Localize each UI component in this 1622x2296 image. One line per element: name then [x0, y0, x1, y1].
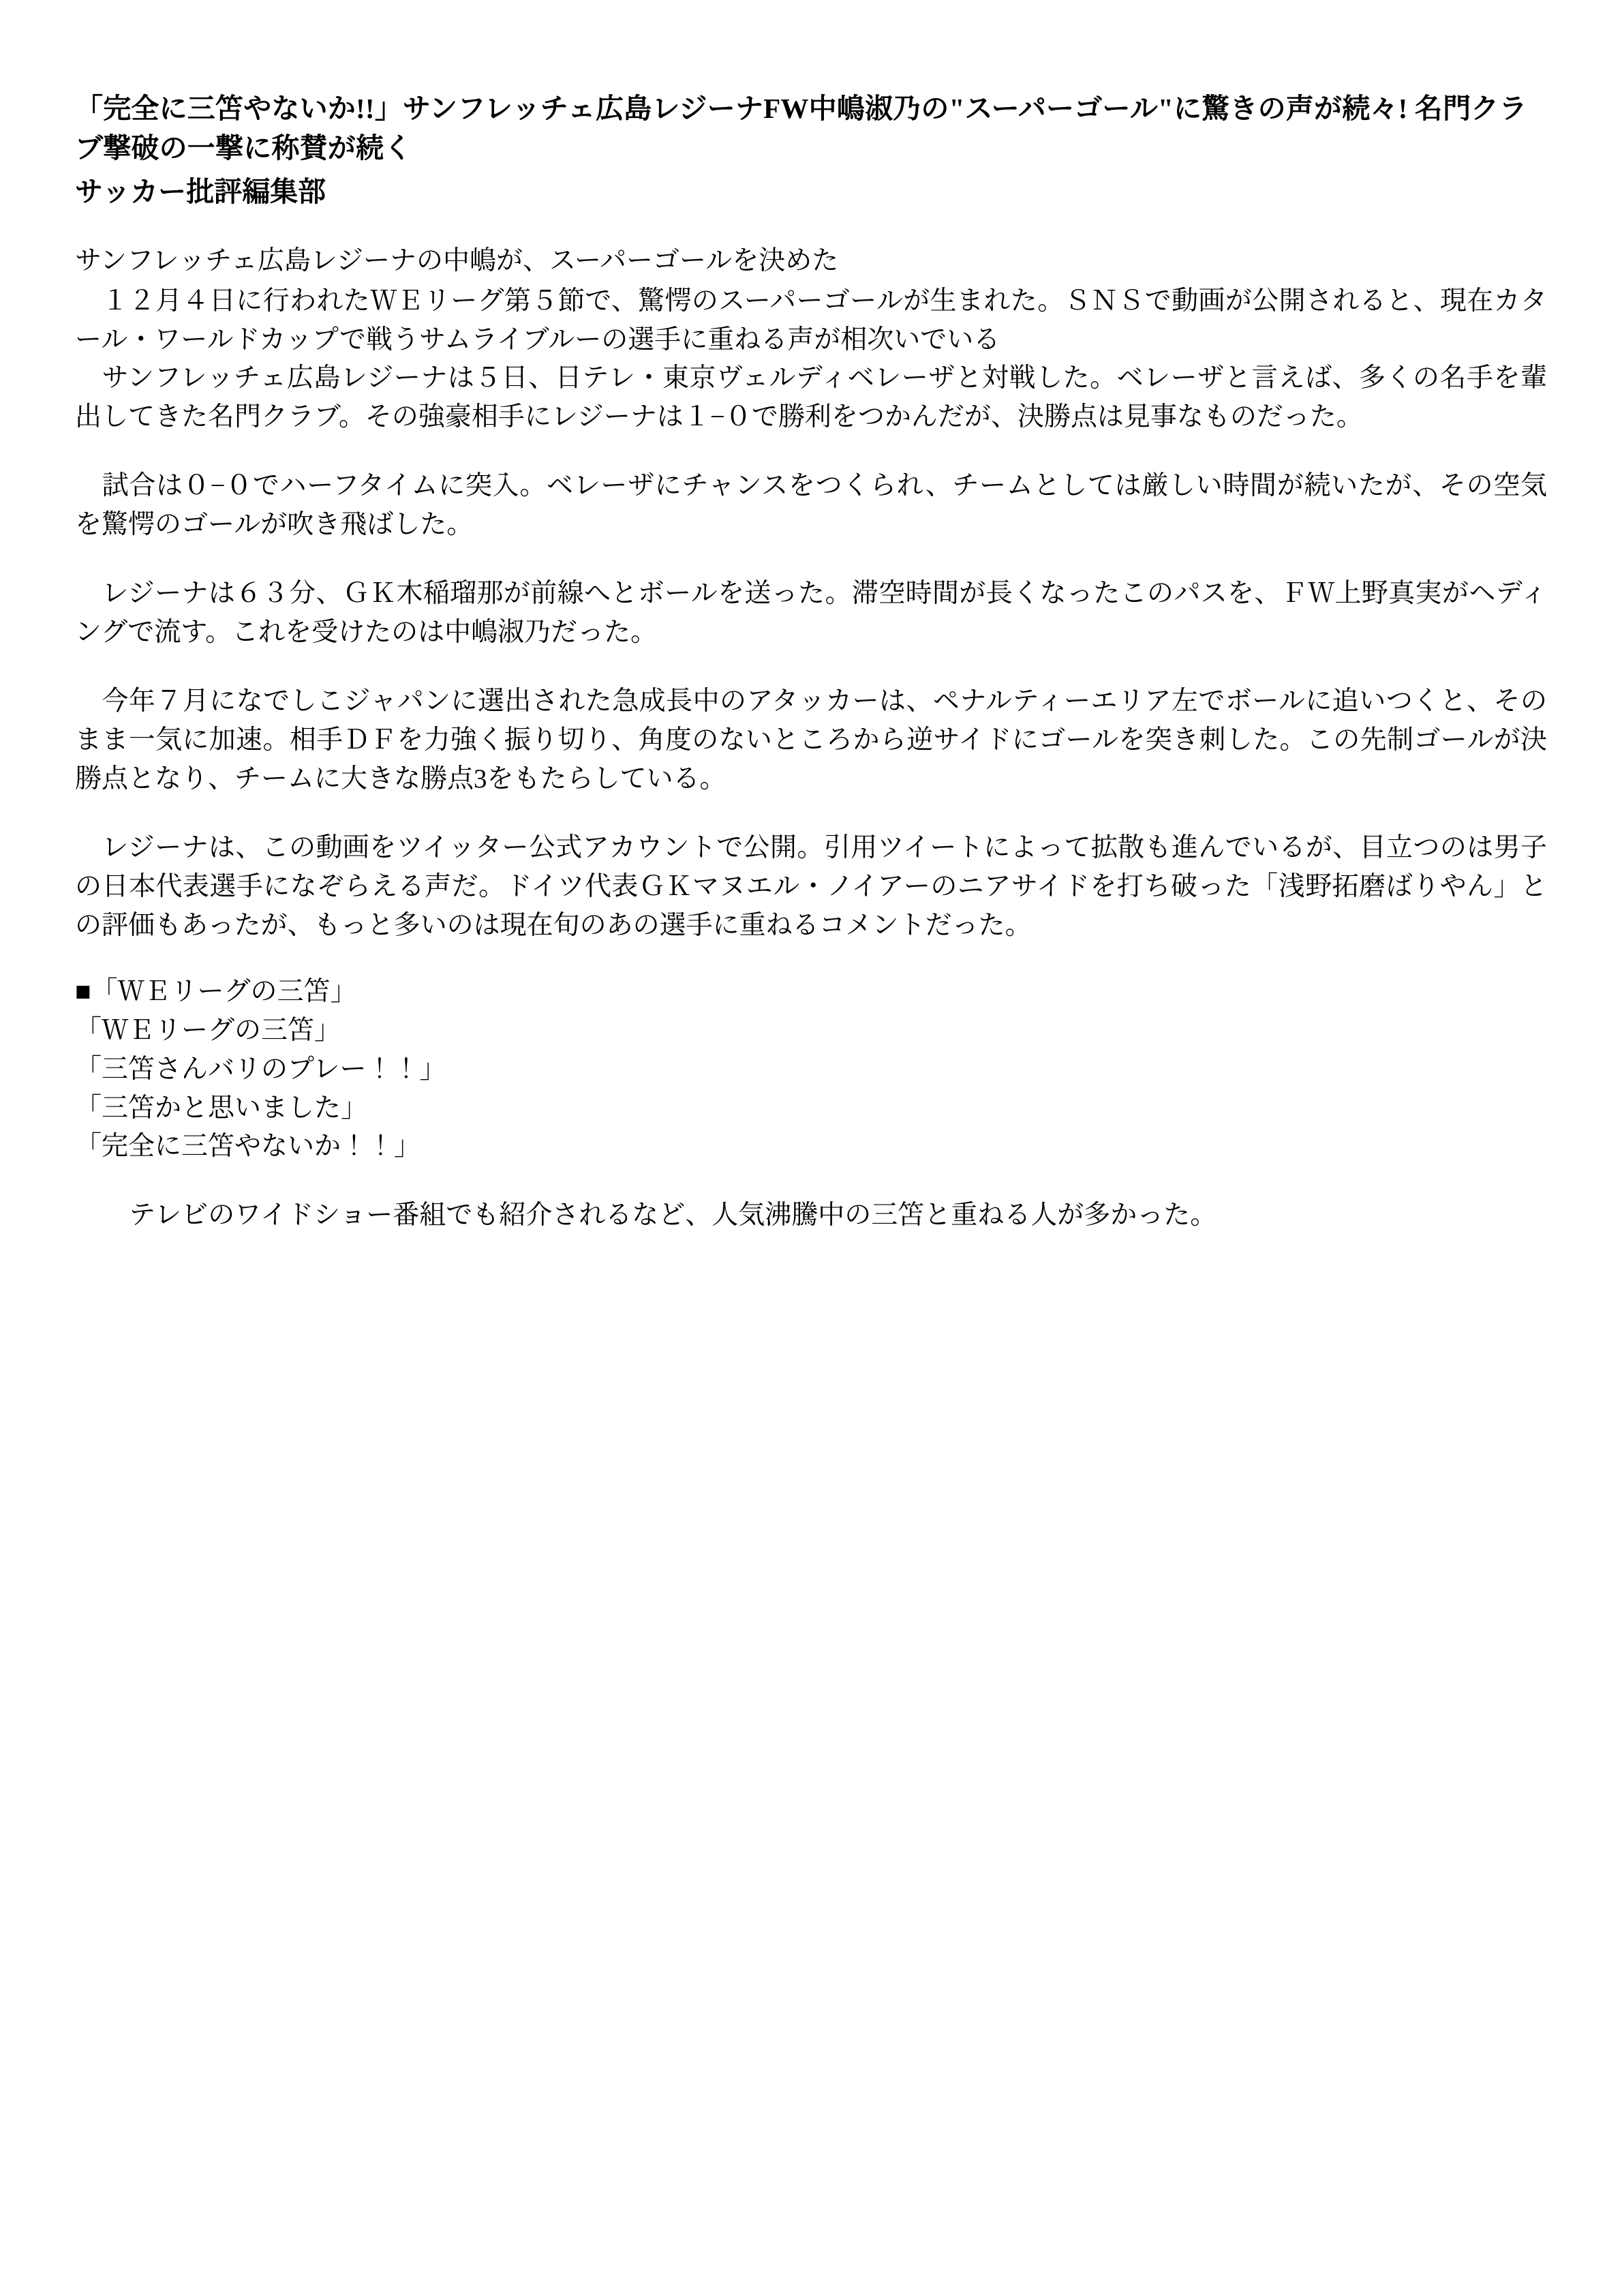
article-paragraph-1: １２月４日に行われたＷＥリーグ第５節で、驚愕のスーパーゴールが生まれた。ＳＮＳで動画が公開されると、現在カタール・ワールドカップで戦うサムライブルーの選手に重ねる声が相次いでいる	[75, 286, 1547, 354]
article-paragraph-3: 試合は０−０でハーフタイムに突入。ベレーザにチャンスをつくられ、チームとしては厳しい時間が続いたが、その空気を驚愕のゴールが吹き飛ばした。	[75, 471, 1547, 540]
paragraph-spacer	[75, 437, 1547, 467]
quote-line-2: 「三笘さんバリのプレー！！」	[75, 1054, 446, 1084]
article-paragraph-6: レジーナは、この動画をツイッター公式アカウントで公開。引用ツイートによって拡散も進んでいるが、目立つのは男子の日本代表選手になぞらえる声だ。ドイツ代表ＧＫマヌエル・ノイアーのニアサイドを打ち破った「浅野拓磨ばりやん」との評価もあったが、もっと多いのは現在旬のあの選手に重ねるコメントだった。	[75, 832, 1547, 940]
lede-paragraph: サンフレッチェ広島レジーナの中嶋が、スーパーゴールを決めた	[75, 245, 839, 275]
quote-line-1: 「ＷＥリーグの三笘」	[75, 1015, 341, 1045]
article-paragraph-2: サンフレッチェ広島レジーナは５日、日テレ・東京ヴェルディベレーザと対戦した。ベレーザと言えば、多くの名手を輩出してきた名門クラブ。その強豪相手にレジーナは１−０で勝利をつかんだが、決勝点は見事なものだった。	[75, 363, 1547, 432]
quote-section-heading: ■「ＷＥリーグの三笘」	[75, 976, 357, 1006]
paragraph-spacer	[75, 799, 1547, 829]
page-title: 「完全に三笘やないか!!」サンフレッチェ広島レジーナFW中嶋淑乃の"スーパーゴール"に驚きの声が続々! 名門クラブ撃破の一撃に称賛が続く	[75, 93, 1527, 164]
article-paragraph-5: 今年７月になでしこジャパンに選出された急成長中のアタッカーは、ペナルティーエリア左でボールに追いつくと、そのまま一気に加速。相手ＤＦを力強く振り切り、角度のないところから逆サイドにゴールを突き刺した。この先制ゴールが決勝点となり、チームに大きな勝点3をもたらしている。	[75, 686, 1547, 794]
paragraph-spacer	[75, 652, 1547, 682]
quote-line-4: 「完全に三笘やないか！！」	[75, 1132, 421, 1162]
article-paragraph-4: レジーナは６３分、ＧＫ木稲瑠那が前線へとボールを送った。滞空時間が長くなったこのパスを、ＦＷ上野真実がヘディングで流す。これを受けたのは中嶋淑乃だった。	[75, 579, 1547, 648]
paragraph-spacer	[75, 1166, 1547, 1196]
section-gap	[75, 946, 1547, 973]
byline: サッカー批評編集部	[75, 176, 326, 208]
closing-paragraph: テレビのワイドショー番組でも紹介されるなど、人気沸騰中の三笘と重ねる人が多かった。	[102, 1200, 1217, 1230]
paragraph-spacer	[75, 545, 1547, 575]
quote-line-3: 「三笘かと思いました」	[75, 1093, 368, 1123]
